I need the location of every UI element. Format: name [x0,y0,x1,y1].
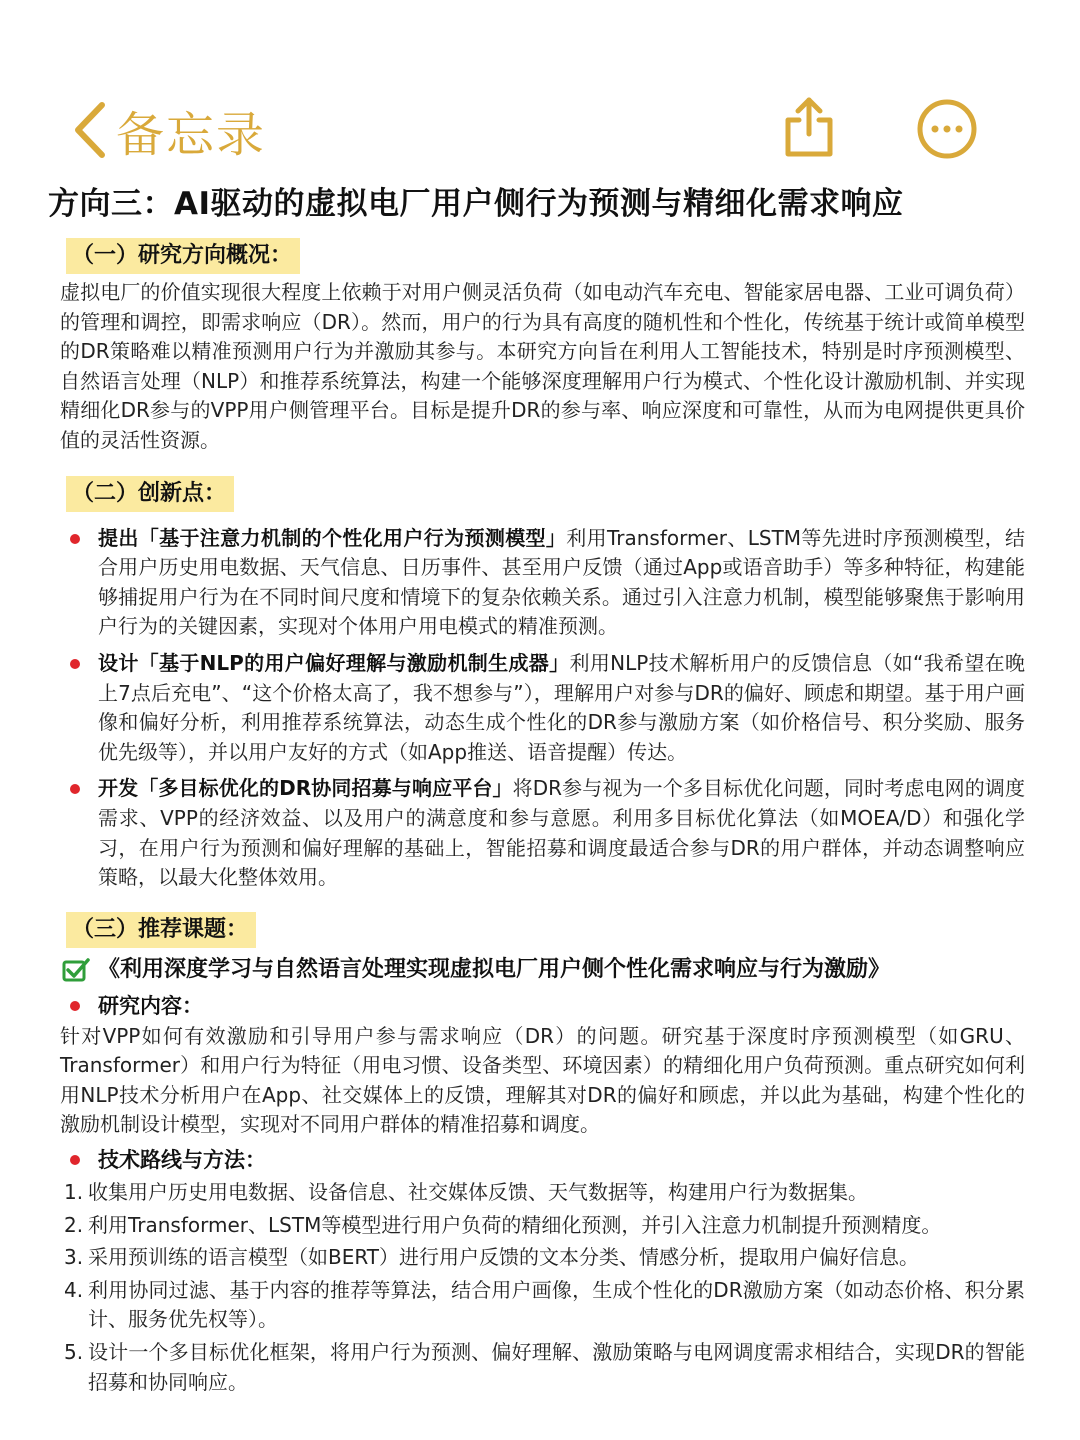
section-heading-topics: （三）推荐课题： [66,912,256,948]
method-step: 4. 利用协同过滤、基于内容的推荐等算法，结合用户画像，生成个性化的DR激励方案（如动态价格、积分累计、服务优先权等）。 [64,1277,1025,1332]
research-content-paragraph: 针对VPP如何有效激励和引导用户参与需求响应（DR）的问题。研究基于深度时序预测模型（如GRU、Transformer）和用户行为特征（用电习惯、设备类型、环境因素）的精细化用户负荷预测。重点研究如何利用NLP技术分析用户在App、社交媒体上的反馈，理解其对DR的偏好和顾虑，并以此为基础，构建个性化的激励机制设计模型，实现对不同用户群体的精准招募和调度。 [60,1023,1025,1137]
nav-bar [0,90,1080,170]
share-button[interactable] [782,96,836,162]
back-button[interactable] [72,100,267,163]
share-icon [782,96,836,158]
note-title: 方向三：AI驱动的虚拟电厂用户侧行为预测与精细化需求响应 [48,186,904,222]
innovation-item-bold: 开发「多目标优化的DR协同招募与响应平台」 [98,776,513,801]
innovation-item [60,649,1025,767]
topic-title: 《利用深度学习与自然语言处理实现虚拟电厂用户侧个性化需求响应与行为激励》 [98,956,891,982]
method-step: 3. 采用预训练的语言模型（如BERT）进行用户反馈的文本分类、情感分析，提取用户偏好信息。 [64,1245,920,1270]
innovation-item [60,524,1025,642]
bullet-dot-icon [70,659,80,669]
method-step: 2. 利用Transformer、LSTM等模型进行用户负荷的精细化预测，并引入注意力机制提升预测精度。 [64,1212,942,1237]
more-button[interactable] [916,98,978,164]
method-step: 1. 收集用户历史用电数据、设备信息、社交媒体反馈、天气数据等，构建用户行为数据集。 [64,1180,868,1205]
method-step: 5. 设计一个多目标优化框架，将用户行为预测、偏好理解、激励策略与电网调度需求相结合，实现DR的智能招募和协同响应。 [64,1340,1025,1394]
method-steps [60,1178,1025,1397]
back-label: 备忘录 [116,106,267,163]
innovation-item [60,774,1025,892]
topic-title-row [62,952,1025,988]
method-label: 技术路线与方法： [60,1144,1025,1176]
innovation-item-text: 利用NLP技术解析用户的反馈信息（如“我希望在晚上7点后充电”、“这个价格太高了，我不想参与”），理解用户对参与DR的偏好、顾虑和期望。基于用户画像和偏好分析，利用推荐系统算法，动态生成个性化的DR参与激励方案（如价格信号、积分奖励、服务优先级等），并以用户友好的方式（如App推送、语音提醒）传达。 [98,650,1026,764]
innovation-item-bold: 提出「基于注意力机制的个性化用户行为预测模型」 [98,525,567,550]
section-heading-innovations: （二）创新点： [66,476,234,512]
bullet-dot-icon [70,534,80,544]
overview-paragraph: 虚拟电厂的价值实现很大程度上依赖于对用户侧灵活负荷（如电动汽车充电、智能家居电器、工业可调负荷）的管理和调控，即需求响应（DR）。然而，用户的行为具有高度的随机性和个性化，传统基于统计或简单模型的DR策略难以精准预测用户行为并激励其参与。本研究方向旨在利用人工智能技术，特别是时序预测模型、自然语言处理（NLP）和推荐系统算法，构建一个能够深度理解用户行为模式、个性化设计激励机制、并实现精细化DR参与的VPP用户侧管理平台。目标是提升DR的参与率、响应深度和可靠性，从而为电网提供更具价值的灵活性资源。 [60,280,1025,452]
chevron-left-icon [72,101,108,159]
more-icon [916,98,978,160]
research-content-label: 研究内容： [60,990,1025,1022]
bullet-dot-icon [70,784,80,794]
checkbox-checked-icon [62,958,90,982]
innovation-item-text: 利用Transformer、LSTM等先进时序预测模型，结合用户历史用电数据、天气信息、日历事件、甚至用户反馈（通过App或语音助手）等多种特征，构建能够捕捉用户行为在不同时间尺度和情境下的复杂依赖关系。通过引入注意力机制，模型能够聚焦于影响用户行为的关键因素，实现对个体用户用电模式的精准预测。 [98,525,1025,639]
section-heading-overview: （一）研究方向概况： [66,238,300,274]
innovation-item-text: 将DR参与视为一个多目标优化问题，同时考虑电网的调度需求、VPP的经济效益、以及用户的满意度和参与意愿。利用多目标优化算法（如MOEA/D）和强化学习，在用户行为预测和偏好理解的基础上，智能招募和调度最适合参与DR的用户群体，并动态调整响应策略，以最大化整体效用。 [98,776,1025,890]
bullet-dot-icon [70,1001,80,1011]
bullet-dot-icon [70,1155,80,1165]
innovation-item-bold: 设计「基于NLP的用户偏好理解与激励机制生成器」 [98,650,570,675]
note-content[interactable] [48,180,1026,1400]
innovation-list [60,524,1025,893]
